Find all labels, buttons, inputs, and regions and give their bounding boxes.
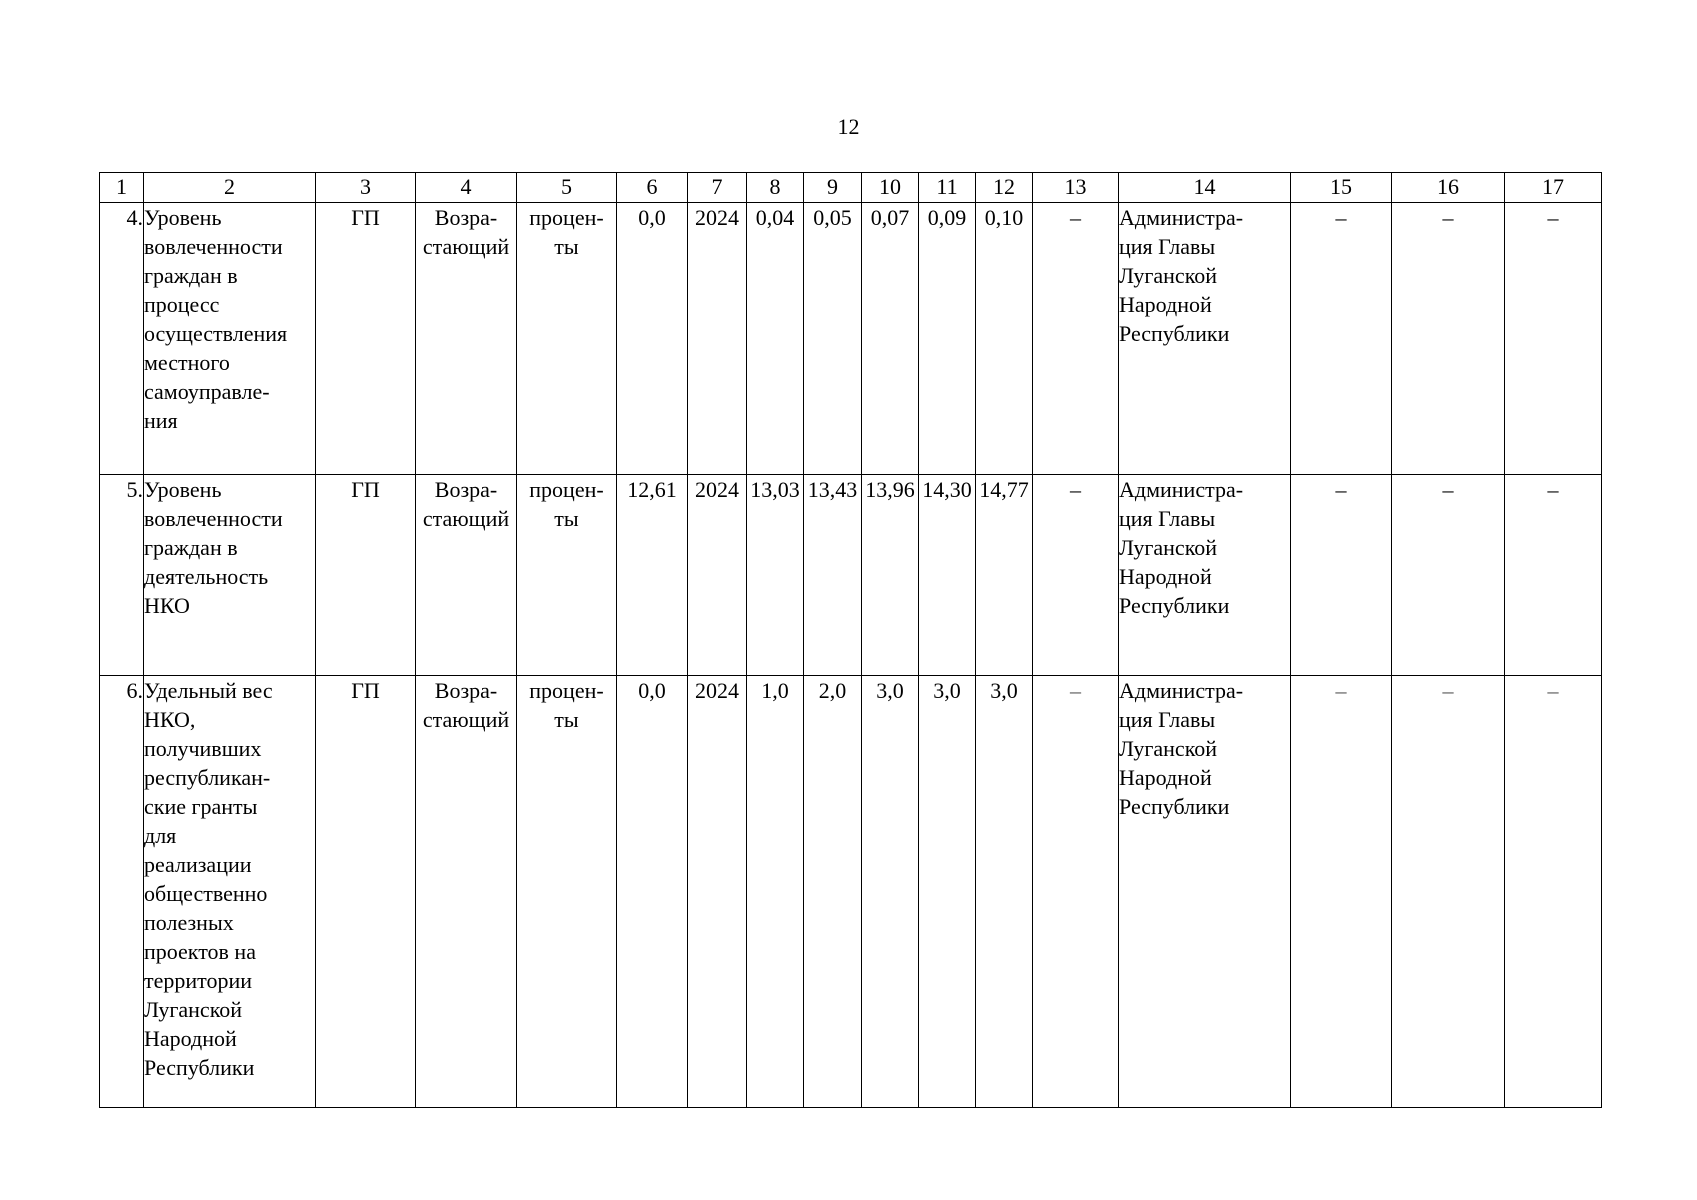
period-value: 14,30 bbox=[919, 475, 976, 676]
column-number: 3 bbox=[316, 173, 416, 203]
indicator-name: Уровень вовлеченности граждан в процесс осуществления местного самоуправле- ния bbox=[144, 203, 316, 475]
column-number: 11 bbox=[919, 173, 976, 203]
dash-cell: – bbox=[1033, 203, 1119, 475]
period-value: 3,0 bbox=[919, 676, 976, 1108]
dash-cell: – bbox=[1392, 676, 1505, 1108]
dash-cell: – bbox=[1291, 475, 1392, 676]
column-number: 4 bbox=[416, 173, 517, 203]
column-number: 1 bbox=[100, 173, 144, 203]
indicator-name: Удельный вес НКО, получивших республикан- ские гранты для реализации общественно полезных проектов на территории Луганской Народной Республики bbox=[144, 676, 316, 1108]
dash-cell: – bbox=[1392, 203, 1505, 475]
column-number: 15 bbox=[1291, 173, 1392, 203]
indicator-direction: Возра- стающий bbox=[416, 203, 517, 475]
column-number: 10 bbox=[862, 173, 919, 203]
period-value: 3,0 bbox=[976, 676, 1033, 1108]
unit-of-measure: процен- ты bbox=[517, 475, 617, 676]
period-value: 0,04 bbox=[747, 203, 804, 475]
column-number: 7 bbox=[688, 173, 747, 203]
column-number: 5 bbox=[517, 173, 617, 203]
indicators-table bbox=[99, 172, 1602, 1108]
base-value: 0,0 bbox=[617, 676, 688, 1108]
period-value: 0,05 bbox=[804, 203, 862, 475]
period-value: 0,10 bbox=[976, 203, 1033, 475]
column-number: 2 bbox=[144, 173, 316, 203]
indicator-level: ГП bbox=[316, 203, 416, 475]
responsible-body: Администра- ция Главы Луганской Народной Республики bbox=[1119, 475, 1291, 676]
indicator-direction: Возра- стающий bbox=[416, 676, 517, 1108]
period-value: 13,03 bbox=[747, 475, 804, 676]
period-value: 0,09 bbox=[919, 203, 976, 475]
indicator-direction: Возра- стающий bbox=[416, 475, 517, 676]
base-year: 2024 bbox=[688, 203, 747, 475]
row-number: 5. bbox=[100, 475, 144, 676]
dash-cell: – bbox=[1505, 676, 1602, 1108]
indicator-level: ГП bbox=[316, 475, 416, 676]
row-number: 4. bbox=[100, 203, 144, 475]
column-number: 14 bbox=[1119, 173, 1291, 203]
unit-of-measure: процен- ты bbox=[517, 676, 617, 1108]
base-value: 12,61 bbox=[617, 475, 688, 676]
period-value: 13,96 bbox=[862, 475, 919, 676]
table-row bbox=[100, 203, 1602, 475]
period-value: 1,0 bbox=[747, 676, 804, 1108]
dash-cell: – bbox=[1392, 475, 1505, 676]
column-number: 17 bbox=[1505, 173, 1602, 203]
period-value: 14,77 bbox=[976, 475, 1033, 676]
column-number: 9 bbox=[804, 173, 862, 203]
table-row bbox=[100, 475, 1602, 676]
indicator-level: ГП bbox=[316, 676, 416, 1108]
column-number: 8 bbox=[747, 173, 804, 203]
dash-cell: – bbox=[1291, 203, 1392, 475]
column-number: 12 bbox=[976, 173, 1033, 203]
period-value: 13,43 bbox=[804, 475, 862, 676]
column-number: 13 bbox=[1033, 173, 1119, 203]
dash-cell: – bbox=[1033, 676, 1119, 1108]
period-value: 3,0 bbox=[862, 676, 919, 1108]
column-number-row bbox=[100, 173, 1602, 203]
base-year: 2024 bbox=[688, 676, 747, 1108]
column-number: 6 bbox=[617, 173, 688, 203]
period-value: 2,0 bbox=[804, 676, 862, 1108]
row-number: 6. bbox=[100, 676, 144, 1108]
dash-cell: – bbox=[1033, 475, 1119, 676]
dash-cell: – bbox=[1505, 475, 1602, 676]
base-year: 2024 bbox=[688, 475, 747, 676]
responsible-body: Администра- ция Главы Луганской Народной Республики bbox=[1119, 676, 1291, 1108]
page-number: 12 bbox=[837, 114, 860, 139]
table-row bbox=[100, 676, 1602, 1108]
unit-of-measure: процен- ты bbox=[517, 203, 617, 475]
responsible-body: Администра- ция Главы Луганской Народной Республики bbox=[1119, 203, 1291, 475]
base-value: 0,0 bbox=[617, 203, 688, 475]
period-value: 0,07 bbox=[862, 203, 919, 475]
dash-cell: – bbox=[1291, 676, 1392, 1108]
indicator-name: Уровень вовлеченности граждан в деятельность НКО bbox=[144, 475, 316, 676]
dash-cell: – bbox=[1505, 203, 1602, 475]
column-number: 16 bbox=[1392, 173, 1505, 203]
